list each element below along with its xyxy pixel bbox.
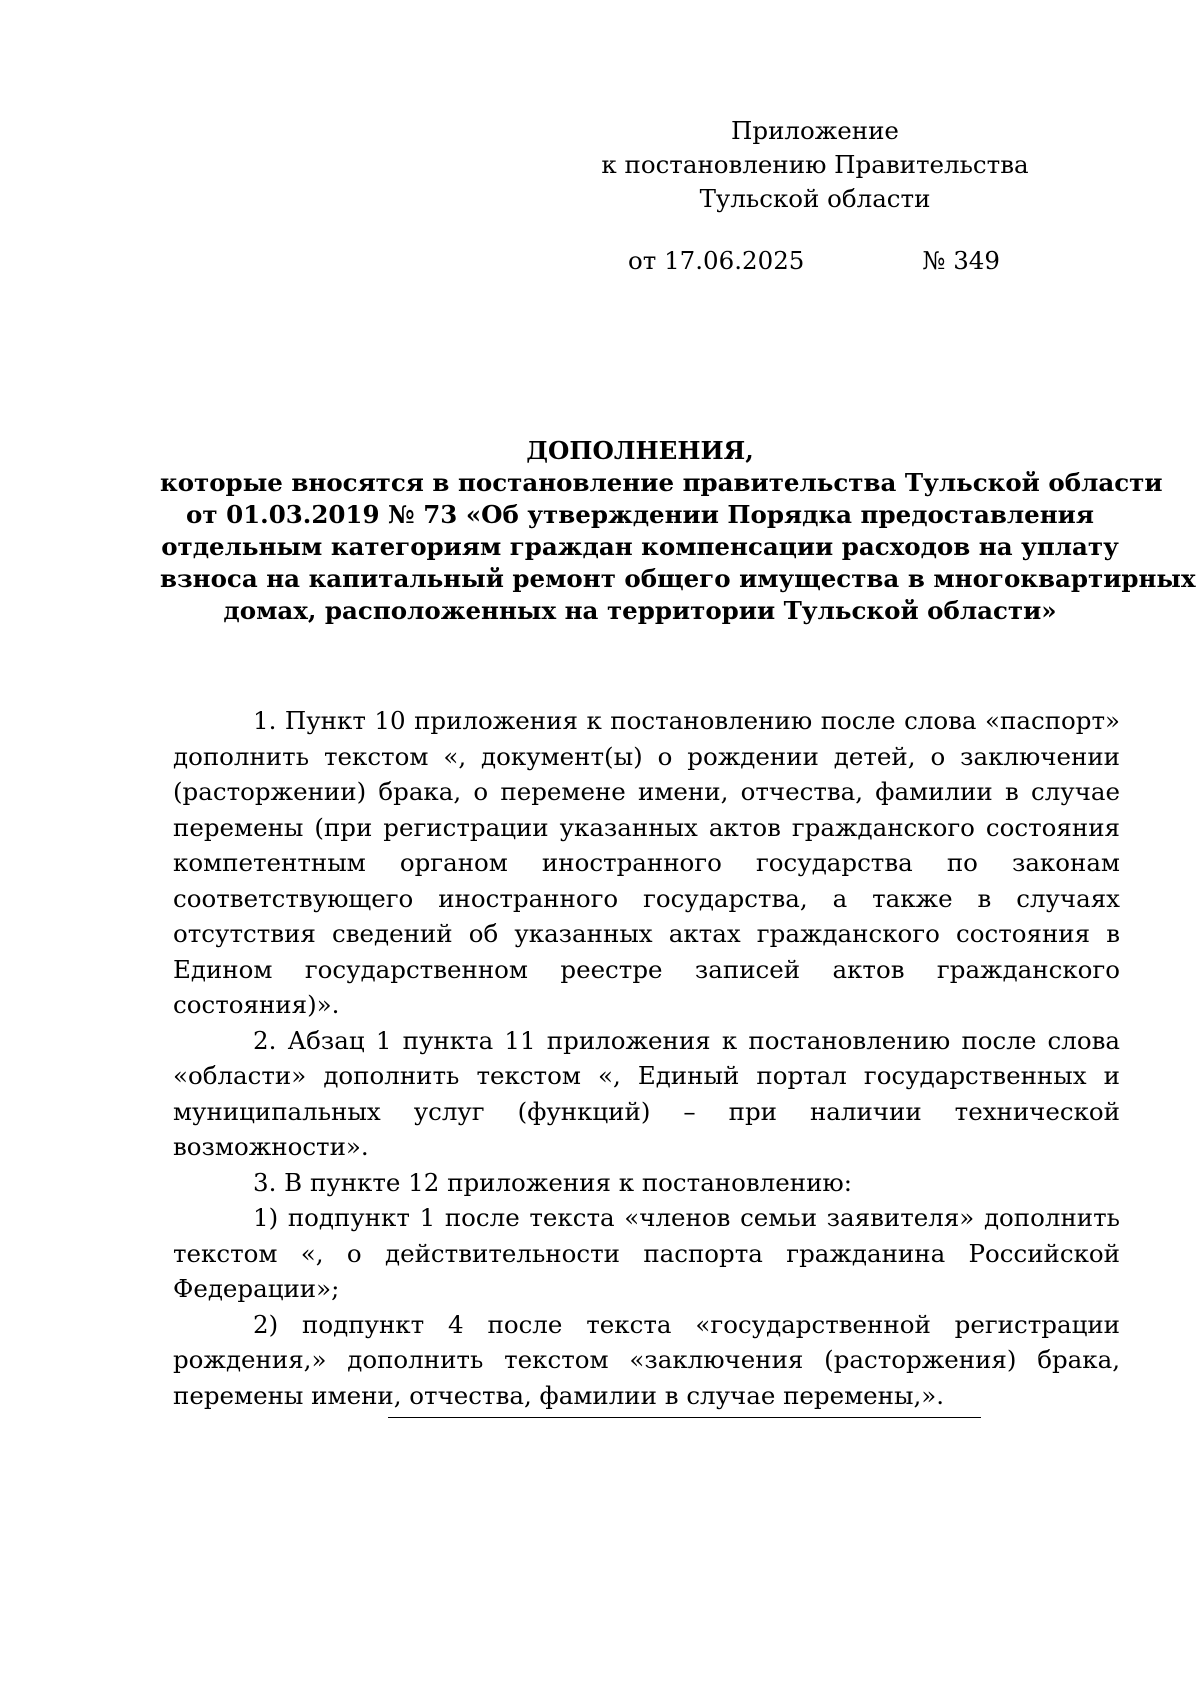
document-title [160, 435, 1196, 627]
body-paragraph: 1) подпункт 1 после текста «членов семьи заявителя» дополнить текстом «, о действительности паспорта гражданина Российской Федерации»; [173, 1203, 1120, 1303]
title-line: от 01.03.2019 № 73 «Об утверждении Порядка предоставления [186, 500, 1094, 529]
resolution-number: № 349 [922, 246, 1000, 275]
appendix-label: Приложение [731, 116, 899, 145]
title-heading: ДОПОЛНЕНИЯ, [526, 436, 754, 465]
end-divider-line [388, 1417, 981, 1418]
resolution-date-number [628, 244, 1000, 278]
body-paragraph: 2) подпункт 4 после текста «государственной регистрации рождения,» дополнить текстом «заключения (расторжения) брака, перемены имени, отчества, фамилии в случае перемены,». [173, 1309, 1120, 1410]
appendix-region: Тульской области [699, 184, 931, 213]
document-body [173, 703, 1120, 1413]
title-line: домах, расположенных на территории Тульской области» [223, 596, 1057, 625]
body-paragraph: 2. Абзац 1 пункта 11 приложения к постановлению после слова «области» дополнить текстом «, Единый портал государственных и муниципальных услуг (функций) – при наличии технической возможности». [173, 1025, 1120, 1161]
title-line: отдельным категориям граждан компенсации расходов на уплату [161, 532, 1119, 561]
body-paragraph: 1. Пункт 10 приложения к постановлению после слова «паспорт» дополнить текстом «, документ(ы) о рождении детей, о заключении (расторжении) брака, о перемене имени, отчества, фамилии в случае перемены (при регистрации указанных актов гражданского состояния компетентным органом иностранного государства по законам соответствующего иностранного государства, а также в случаях отсутствия сведений об указанных актах гражданского состояния в Едином государственном реестре записей актов гражданского состояния)». [173, 706, 1120, 1019]
title-line: которые вносятся в постановление правительства Тульской области [160, 468, 1163, 497]
body-paragraph: 3. В пункте 12 приложения к постановлению: [253, 1167, 852, 1197]
appendix-header [590, 114, 1040, 216]
resolution-date: от 17.06.2025 [628, 246, 805, 275]
appendix-reference: к постановлению Правительства [601, 150, 1029, 179]
title-line: взноса на капитальный ремонт общего имущества в многоквартирных [160, 564, 1196, 593]
